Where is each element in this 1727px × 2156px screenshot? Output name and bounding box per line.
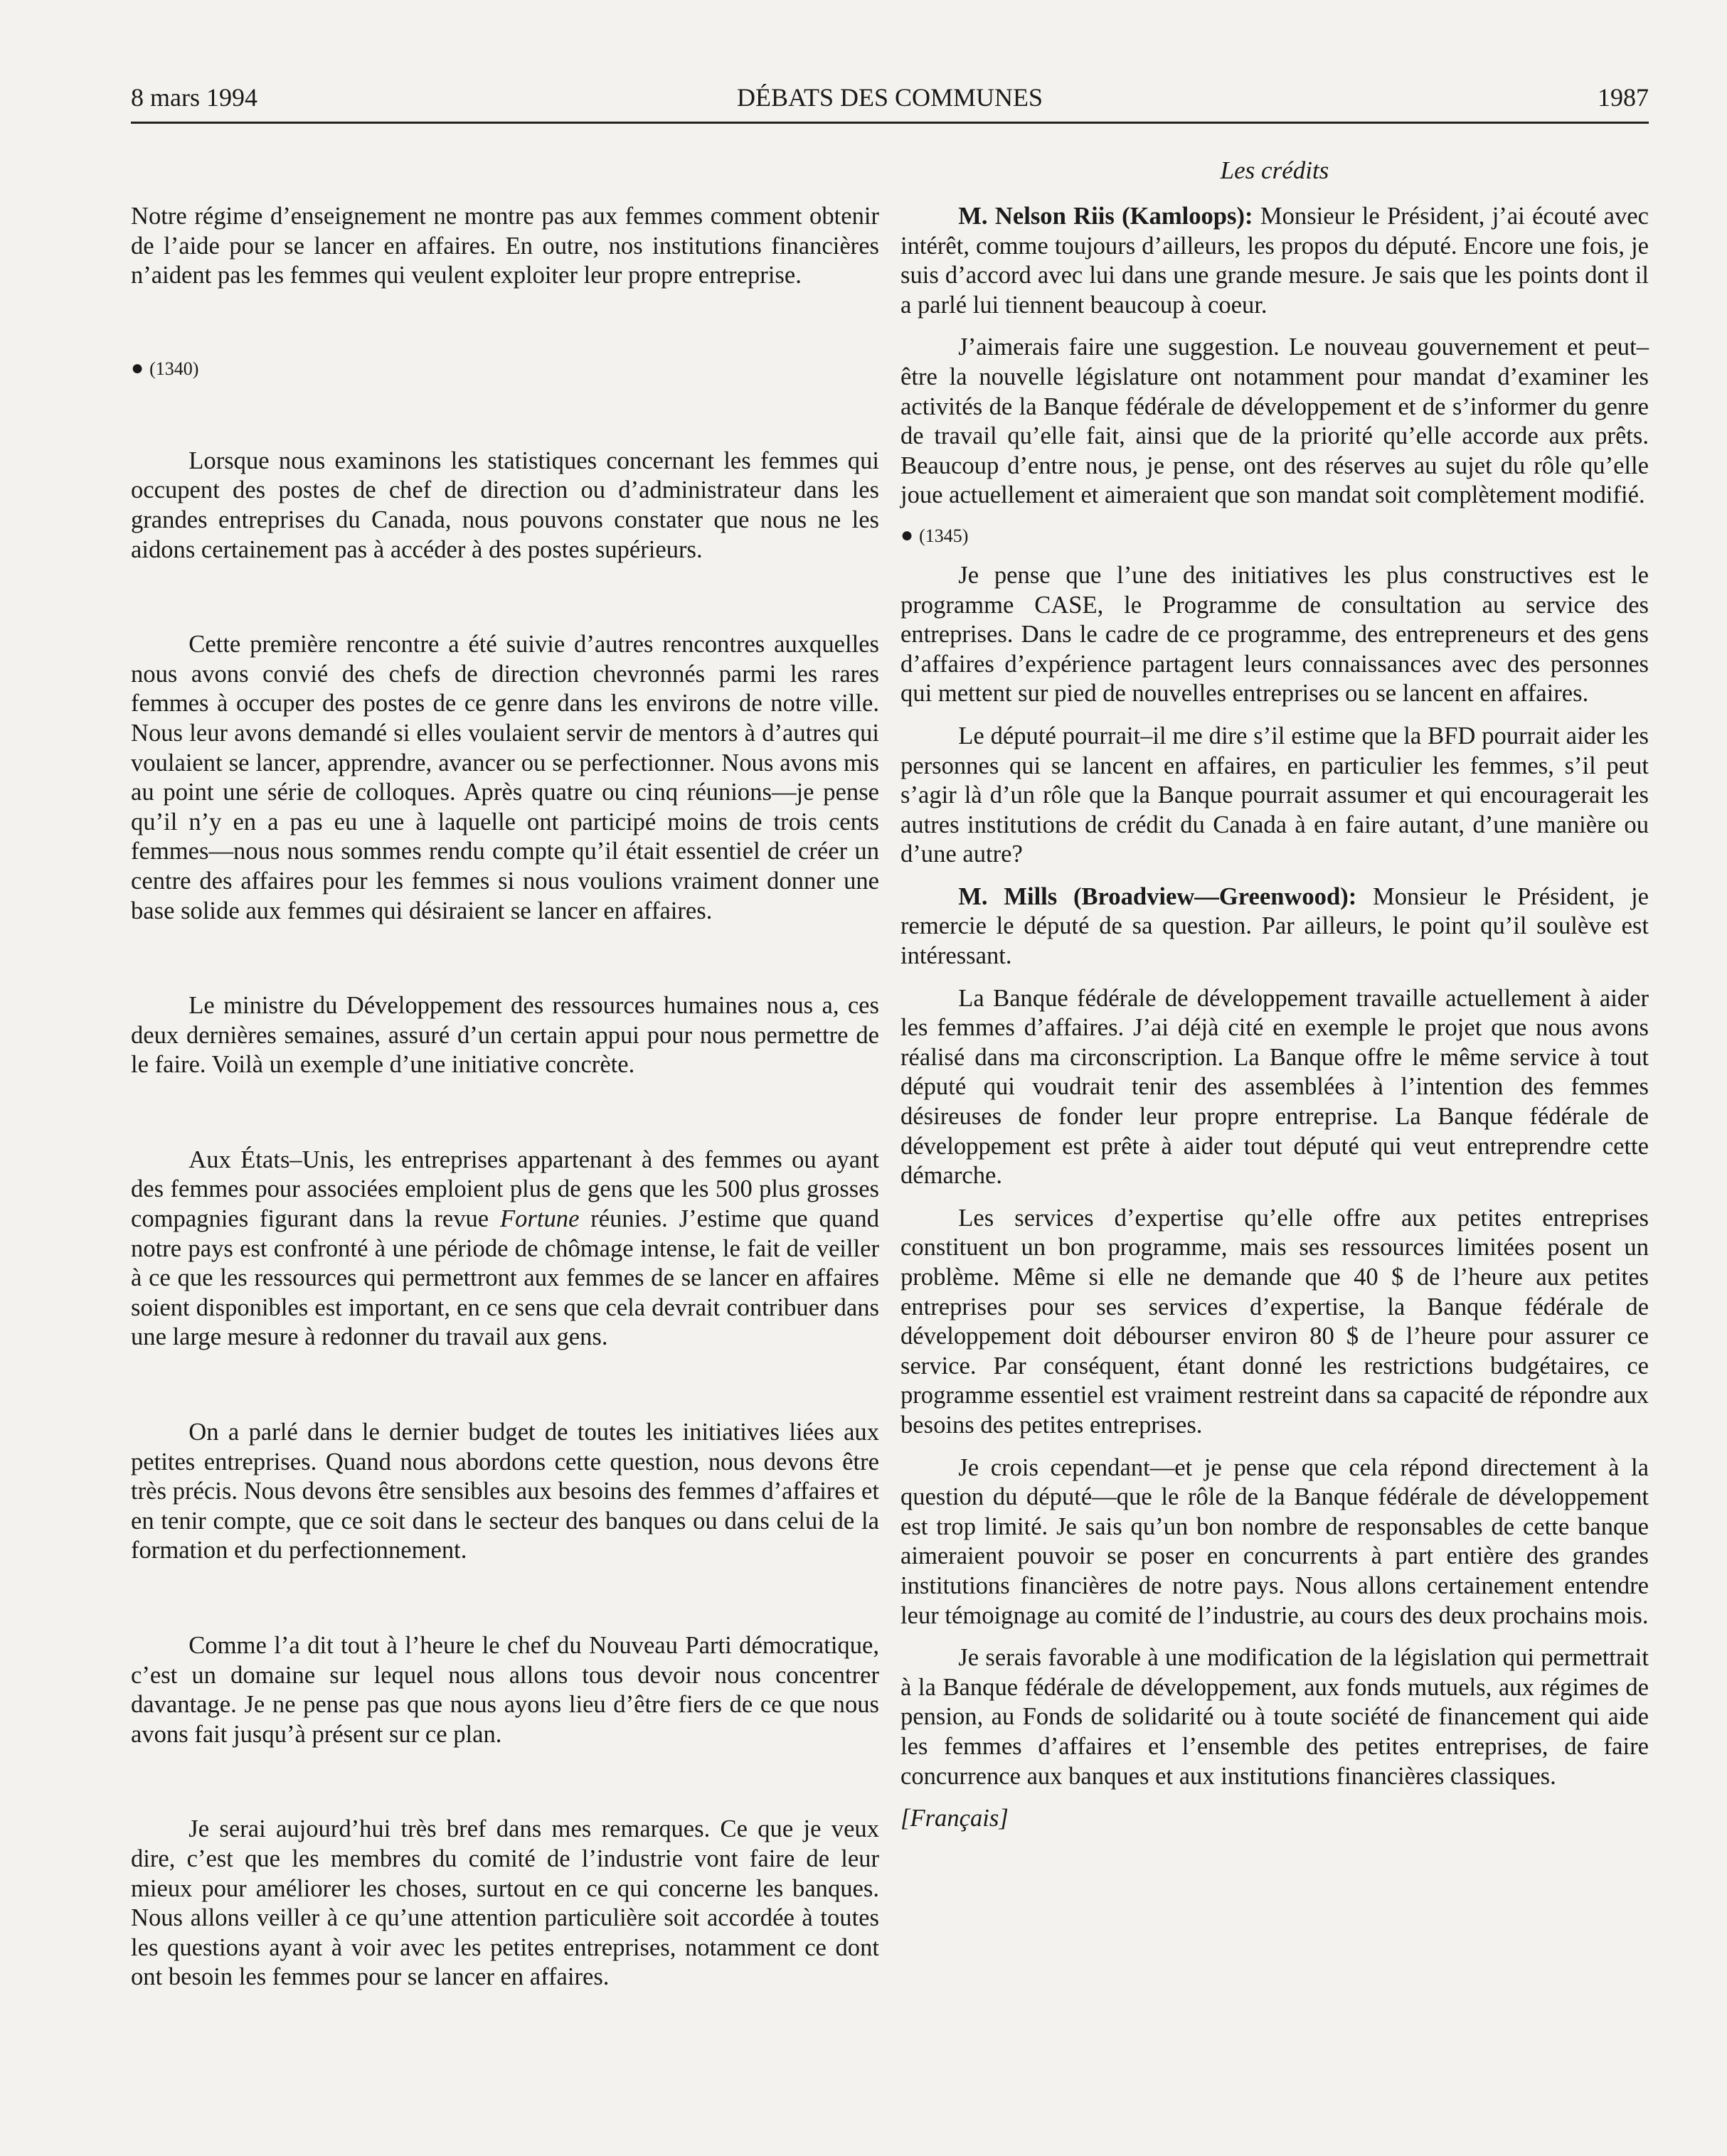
left-paragraph-7: Comme l’a dit tout à l’heure le chef du Nouveau Parti démocratique, c’est un domaine sur lequel nous allons tous devoir nous concentrer davantage. Je ne pense pas que nous ayons lieu d’être fiers de ce que nous avons fait jusqu’à présent sur ce plan.	[131, 1632, 879, 1748]
bullet-icon: ●	[900, 523, 914, 547]
header-rule	[131, 122, 1649, 124]
left-paragraph-4: Le ministre du Développement des ressources humaines nous a, ces deux dernières semaines, assuré d’un certain appui pour nous permettre de le faire. Voilà un exemple d’une initiative concrète.	[131, 992, 879, 1079]
right-column	[900, 202, 1649, 1834]
left-paragraph-6: On a parlé dans le dernier budget de toutes les initiatives liées aux petites entreprises. Quand nous abordons cette question, nous devons être très précis. Nous devons être sensibles aux besoins des femmes d’affaires et en tenir compte, que ce soit dans le secteur des banques ou dans celui de la formation et du perfectionnement.	[131, 1419, 879, 1564]
left-paragraph-5-b: réunies. J’estime que quand notre pays est confronté à une période de chômage intense, le fait de veiller à ce que les ressources qui permettront aux femmes de se lancer en affaires soient disponibles est important, en ce sens que cela devrait contribuer dans une large mesure à redonner du travail aux gens.	[131, 1205, 879, 1351]
header-date: 8 mars 1994	[131, 83, 257, 112]
right-paragraph-9: Je serais favorable à une modification de la législation qui permettrait à la Banque fédérale de développement, aux fonds mutuels, aux régimes de pension, au Fonds de solidarité ou à toute société de financement qui aide les femmes d’affaires et l’ensemble des petites entreprises, de faire concurrence aux banques et aux institutions financières classiques.	[900, 1644, 1649, 1790]
right-paragraph-1-text: Monsieur le Président, j’ai écouté avec intérêt, comme toujours d’ailleurs, les propos du député. Encore une fois, je suis d’accord avec lui dans une grande mesure. Je sais que les points dont il a parlé lui tiennent beaucoup à coeur.	[900, 203, 1649, 319]
page-header	[131, 80, 1649, 115]
left-paragraph-8: Je serai aujourd’hui très bref dans mes remarques. Ce que je veux dire, c’est que les membres du comité de l’industrie vont faire de leur mieux pour améliorer les choses, surtout en ce qui concerne les banques. Nous allons veiller à ce qu’une attention particulière soit accordée à toutes les questions ayant à voir avec les petites entreprises, notamment ce dont ont besoin les femmes pour se lancer en affaires.	[131, 1815, 879, 1991]
left-paragraph-5	[131, 1146, 879, 1352]
timestamp-text: (1340)	[149, 358, 199, 379]
speaker-mills: M. Mills (Broadview—Greenwood):	[958, 882, 1357, 910]
right-paragraph-6: La Banque fédérale de développement travaille actuellement à aider les femmes d’affaires. J’ai déjà cité en exemple le projet que nous avons réalisé dans ma circonscription. La Banque offre le même service à tout député qui voudrait tenir des assemblées à l’intention des femmes désireuses de fonder leur propre entreprise. La Banque fédérale de développement est prête à aider tout député qui veut entreprendre cette démarche.	[900, 984, 1649, 1190]
left-paragraph-2: Lorsque nous examinons les statistiques concernant les femmes qui occupent des postes de chef de direction ou d’administrateur dans les grandes entreprises du Canada, nous pouvons constater que nous ne les aidons certainement pas à accéder à des postes supérieurs.	[131, 447, 879, 563]
timestamp-1345	[900, 523, 1649, 548]
right-paragraph-2: J’aimerais faire une suggestion. Le nouveau gouvernement et peut–être la nouvelle législature ont notamment pour mandat d’examiner les activités de la Banque fédérale de développement et de s’informer du genre de travail qu’elle fait, ainsi que de la priorité qu’elle accorde aux prêts. Beaucoup d’entre nous, je pense, ont des réserves au sujet du rôle qu’elle joue actuellement et aimeraient que son mandat soit complètement modifié.	[900, 333, 1649, 509]
bullet-icon: ●	[131, 356, 144, 380]
fortune-title: Fortune	[500, 1205, 580, 1233]
right-paragraph-1	[900, 202, 1649, 320]
header-title: DÉBATS DES COMMUNES	[736, 83, 1043, 112]
left-paragraph-1: Notre régime d’enseignement ne montre pas aux femmes comment obtenir de l’aide pour se lancer en affaires. En outre, nos institutions financières n’aident pas les femmes qui veulent exploiter leur propre entreprise.	[131, 203, 879, 289]
right-paragraph-8: Je crois cependant—et je pense que cela répond directement à la question du député—que le rôle de la Banque fédérale de développement est trop limité. Je sais qu’un bon nombre de responsables de cette banque aimeraient pouvoir se poser en concurrents à part entière des grandes institutions financières de notre pays. Nous allons certainement entendre leur témoignage au comité de l’industrie, au cours des deux prochains mois.	[900, 1453, 1649, 1629]
header-page-number: 1987	[1598, 83, 1649, 112]
timestamp-text: (1345)	[919, 525, 969, 546]
speaker-riis: M. Nelson Riis (Kamloops):	[958, 203, 1253, 230]
timestamp-1340	[131, 356, 879, 381]
right-paragraph-5-text: Monsieur le Président, je remercie le député de sa question. Par ailleurs, le point qu’il soulève est intéressant.	[900, 882, 1649, 970]
right-paragraph-4: Le député pourrait–il me dire s’il estime que la BFD pourrait aider les personnes qui se lancent en affaires, en particulier les femmes, s’il peut s’agir là d’un rôle que la Banque pourrait assumer et qui encouragerait les autres institutions de crédit du Canada à en faire autant, d’une manière ou d’une autre?	[900, 722, 1649, 868]
right-paragraph-7: Les services d’expertise qu’elle offre aux petites entreprises constituent un bon programme, mais ses ressources limitées posent un problème. Même si elle ne demande que 40 $ de l’heure aux petites entreprises pour ses services d’expertise, la Banque fédérale de développement doit débourser environ 80 $ de l’heure pour assurer ce service. Par conséquent, étant donné les restrictions budgétaires, ce programme essentiel est vraiment restreint dans sa capacité de répondre aux besoins des petites entreprises.	[900, 1204, 1649, 1439]
left-paragraph-5-a: Aux États–Unis, les entreprises appartenant à des femmes ou ayant des femmes pour associées emploient plus de gens que les 500 plus grosses compagnies figurant dans la revue	[131, 1146, 879, 1233]
section-label: Les crédits	[1220, 156, 1329, 184]
left-paragraph-3: Cette première rencontre a été suivie d’autres rencontres auxquelles nous avons convié des chefs de direction chevronnés parmi les rares femmes à occuper des postes de ce genre dans les environs de notre ville. Nous leur avons demandé si elles voulaient servir de mentors à d’autres qui voulaient se lancer, apprendre, avancer ou se perfectionner. Nous avons mis au point une série de colloques. Après quatre ou cinq réunions—je pense qu’il n’y en a pas eu une à laquelle ont participé moins de trois cents femmes—nous nous sommes rendu compte qu’il était essentiel de créer un centre des affaires pour les femmes si nous voulions vraiment donner une base solide aux femmes qui désiraient se lancer en affaires.	[131, 631, 879, 924]
right-paragraph-3: Je pense que l’une des initiatives les plus constructives est le programme CASE, le Programme de consultation au service des entreprises. Dans le cadre de ce programme, des entrepreneurs et des gens d’affaires d’expérience partagent leurs connaissances avec des personnes qui mettent sur pied de nouvelles entreprises ou se lancent en affaires.	[900, 561, 1649, 708]
right-paragraph-5	[900, 882, 1649, 971]
left-column	[131, 202, 879, 1992]
language-tag: [Français]	[900, 1805, 1009, 1832]
